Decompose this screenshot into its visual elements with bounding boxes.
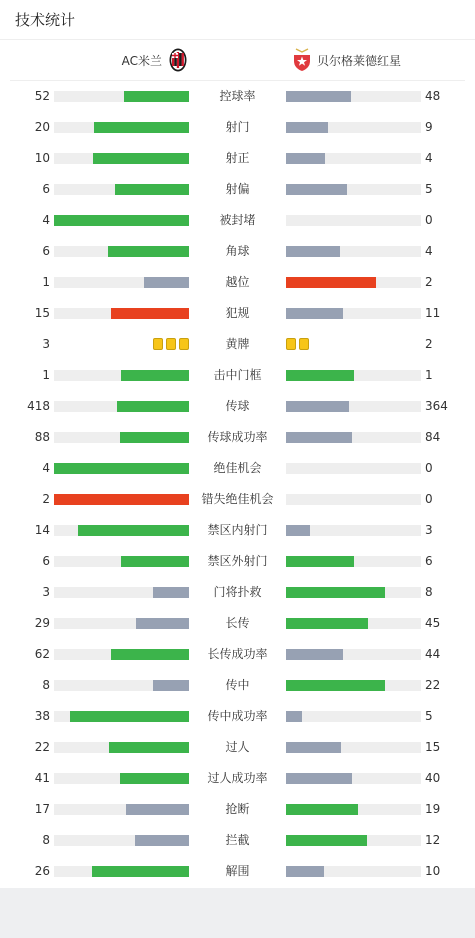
away-stat-bar-track: [286, 866, 421, 877]
away-stat-bar-fill: [286, 153, 325, 164]
home-stat-bar-track: [54, 308, 189, 319]
home-stat-value: 29: [34, 616, 50, 630]
away-stat-bar-track: [286, 463, 421, 474]
away-stat-bar-fill: [286, 711, 302, 722]
home-stat-value: 15: [34, 306, 50, 320]
home-stat-bar-fill: [111, 649, 189, 660]
home-stat-bar-track: [54, 804, 189, 815]
home-stat-bar-track: [54, 556, 189, 567]
away-stat-value: 2: [425, 275, 433, 289]
stat-row: [0, 608, 475, 639]
yellow-card-icon: [286, 338, 296, 350]
away-stat-bar-track: [286, 587, 421, 598]
away-stat-bar-fill: [286, 401, 349, 412]
stat-label: 错失绝佳机会: [201, 492, 274, 506]
home-stat-bar-fill: [54, 494, 189, 505]
away-stat-value: 364: [425, 399, 448, 413]
stat-row: [0, 174, 475, 205]
away-stat-value: 5: [425, 182, 433, 196]
page-title: 技术统计: [15, 11, 76, 29]
stat-row: [0, 670, 475, 701]
home-stat-bar-fill: [94, 122, 189, 133]
stat-row: [0, 763, 475, 794]
home-stat-bar-track: [54, 494, 189, 505]
home-stat-value: 14: [34, 523, 50, 537]
stat-row: [0, 794, 475, 825]
home-stat-value: 3: [42, 585, 50, 599]
stat-label: 被封堵: [219, 213, 256, 227]
stat-label: 角球: [225, 244, 250, 258]
stat-label: 门将扑救: [213, 585, 262, 599]
home-stat-value: 8: [42, 678, 50, 692]
home-stat-value: 52: [34, 89, 50, 103]
home-stat-bar-fill: [153, 680, 189, 691]
stat-row: [0, 577, 475, 608]
home-stat-value: 2: [42, 492, 50, 506]
stat-row: [0, 639, 475, 670]
away-yellow-cards: [286, 337, 309, 351]
home-stat-bar-fill: [120, 773, 189, 784]
stat-row: [0, 298, 475, 329]
home-stat-bar-track: [54, 215, 189, 226]
away-stat-value: 84: [425, 430, 441, 444]
away-stat-value: 22: [425, 678, 441, 692]
away-stat-bar-track: [286, 277, 421, 288]
stat-label: 过人: [225, 740, 250, 754]
away-stat-bar-fill: [286, 587, 385, 598]
away-stat-bar-track: [286, 680, 421, 691]
home-stat-value: 41: [34, 771, 50, 785]
away-stat-bar-track: [286, 742, 421, 753]
yellow-card-icon: [166, 338, 176, 350]
stat-label: 黄牌: [225, 337, 250, 351]
stat-row: [0, 236, 475, 267]
stat-row: [0, 329, 475, 360]
teams-bar: [10, 40, 465, 81]
home-stat-bar-track: [54, 711, 189, 722]
away-stat-bar-track: [286, 370, 421, 381]
stat-row: [0, 546, 475, 577]
home-stat-value: 38: [34, 709, 50, 723]
home-stat-value: 8: [42, 833, 50, 847]
stats-list: [0, 81, 475, 887]
home-stat-bar-track: [54, 835, 189, 846]
away-stat-value: 1: [425, 368, 433, 382]
away-stat-bar-fill: [286, 649, 343, 660]
away-stat-bar-fill: [286, 556, 354, 567]
stat-row: [0, 81, 475, 112]
home-yellow-cards: [153, 337, 189, 351]
home-stat-bar-track: [54, 122, 189, 133]
stat-row: [0, 422, 475, 453]
away-stat-value: 3: [425, 523, 433, 537]
home-stat-bar-track: [54, 866, 189, 877]
away-stat-bar-fill: [286, 184, 347, 195]
home-stat-bar-fill: [126, 804, 189, 815]
home-stat-bar-fill: [124, 91, 189, 102]
away-stat-bar-track: [286, 649, 421, 660]
stat-label: 射偏: [225, 182, 250, 196]
stat-row: [0, 515, 475, 546]
stat-row: [0, 453, 475, 484]
yellow-card-icon: [153, 338, 163, 350]
home-team-name: AC米兰: [121, 53, 162, 68]
stat-row: [0, 484, 475, 515]
stat-label: 过人成功率: [207, 771, 268, 785]
home-stat-bar-fill: [78, 525, 189, 536]
home-stat-value: 26: [34, 864, 50, 878]
home-stat-value: 62: [34, 647, 50, 661]
home-stat-value: 22: [34, 740, 50, 754]
home-stat-bar-track: [54, 91, 189, 102]
home-stat-bar-fill: [153, 587, 189, 598]
stat-row: [0, 112, 475, 143]
home-stat-bar-track: [54, 246, 189, 257]
stat-label: 绝佳机会: [213, 461, 262, 475]
home-stat-bar-fill: [54, 463, 189, 474]
home-stat-bar-track: [54, 773, 189, 784]
away-stat-value: 4: [425, 244, 433, 258]
away-stat-bar-fill: [286, 742, 341, 753]
stat-label: 传球成功率: [207, 430, 268, 444]
away-stat-bar-track: [286, 401, 421, 412]
away-stat-value: 0: [425, 492, 433, 506]
home-stat-value: 20: [34, 120, 50, 134]
stat-label: 拦截: [225, 833, 250, 847]
home-stat-bar-fill: [135, 835, 189, 846]
stat-label: 抢断: [225, 802, 250, 816]
stat-row: [0, 205, 475, 236]
away-stat-bar-track: [286, 525, 421, 536]
away-stat-bar-track: [286, 556, 421, 567]
away-stat-bar-fill: [286, 618, 368, 629]
stat-label: 射正: [225, 151, 250, 165]
home-stat-bar-track: [54, 525, 189, 536]
stat-row: [0, 701, 475, 732]
home-stat-bar-fill: [108, 246, 189, 257]
away-stat-bar-track: [286, 432, 421, 443]
home-stat-bar-track: [54, 432, 189, 443]
away-stat-value: 48: [425, 89, 441, 103]
home-stat-bar-track: [54, 618, 189, 629]
away-stat-value: 8: [425, 585, 433, 599]
home-stat-bar-fill: [120, 432, 189, 443]
stat-row: [0, 732, 475, 763]
home-stat-bar-track: [54, 649, 189, 660]
home-stat-bar-fill: [54, 215, 189, 226]
home-stat-value: 10: [34, 151, 50, 165]
stat-label: 传中: [225, 678, 250, 692]
home-stat-value: 4: [42, 213, 50, 227]
home-stat-value: 6: [42, 554, 50, 568]
home-stat-bar-fill: [111, 308, 189, 319]
stat-row: [0, 360, 475, 391]
away-stat-value: 6: [425, 554, 433, 568]
home-stat-bar-track: [54, 184, 189, 195]
stat-label: 控球率: [219, 89, 256, 103]
away-stat-bar-fill: [286, 308, 343, 319]
stat-label: 解围: [225, 864, 250, 878]
away-team-name: 贝尔格莱德红星: [317, 53, 402, 68]
home-stat-value: 4: [42, 461, 50, 475]
ac-milan-crest-icon: [169, 48, 187, 72]
stat-label: 击中门框: [213, 368, 262, 382]
home-stat-value: 88: [34, 430, 50, 444]
away-stat-bar-track: [286, 122, 421, 133]
away-stat-bar-track: [286, 804, 421, 815]
home-stat-bar-track: [54, 587, 189, 598]
away-stat-bar-fill: [286, 525, 310, 536]
away-stat-bar-track: [286, 215, 421, 226]
away-stat-value: 0: [425, 213, 433, 227]
away-stat-bar-fill: [286, 835, 367, 846]
stat-label: 犯规: [225, 306, 250, 320]
stat-row: [0, 856, 475, 887]
away-stat-bar-fill: [286, 91, 351, 102]
stat-label: 越位: [225, 275, 250, 289]
stat-label: 长传: [225, 616, 250, 630]
stat-row: [0, 391, 475, 422]
home-stat-bar-track: [54, 370, 189, 381]
home-stat-bar-track: [54, 742, 189, 753]
away-stat-bar-track: [286, 618, 421, 629]
stat-row: [0, 143, 475, 174]
away-stat-value: 5: [425, 709, 433, 723]
away-stat-bar-fill: [286, 122, 328, 133]
away-stat-bar-fill: [286, 680, 385, 691]
away-stat-bar-fill: [286, 277, 376, 288]
away-stat-value: 9: [425, 120, 433, 134]
home-stat-value: 17: [34, 802, 50, 816]
yellow-card-icon: [299, 338, 309, 350]
home-stat-bar-fill: [70, 711, 189, 722]
stat-row: [0, 825, 475, 856]
yellow-card-icon: [179, 338, 189, 350]
away-stat-bar-fill: [286, 804, 358, 815]
away-stat-value: 45: [425, 616, 441, 630]
home-stat-value: 1: [42, 275, 50, 289]
away-stat-bar-fill: [286, 246, 340, 257]
stat-label: 射门: [225, 120, 250, 134]
away-stat-bar-fill: [286, 866, 324, 877]
away-stat-bar-track: [286, 246, 421, 257]
away-stat-bar-track: [286, 184, 421, 195]
home-stat-value: 418: [27, 399, 50, 413]
away-stat-value: 2: [425, 337, 433, 351]
away-stat-bar-track: [286, 153, 421, 164]
away-stat-value: 15: [425, 740, 441, 754]
home-stat-bar-fill: [93, 153, 189, 164]
away-stat-bar-fill: [286, 773, 352, 784]
away-stat-bar-track: [286, 773, 421, 784]
home-team[interactable]: [122, 40, 187, 80]
away-stat-value: 0: [425, 461, 433, 475]
home-stat-value: 6: [42, 244, 50, 258]
away-stat-bar-track: [286, 835, 421, 846]
stats-header: [0, 0, 475, 40]
stat-label: 传中成功率: [207, 709, 268, 723]
away-stat-bar-fill: [286, 432, 352, 443]
home-stat-bar-fill: [92, 866, 189, 877]
away-stat-bar-fill: [286, 370, 354, 381]
away-stat-value: 10: [425, 864, 441, 878]
home-stat-bar-track: [54, 153, 189, 164]
away-stat-bar-track: [286, 494, 421, 505]
away-team[interactable]: [293, 40, 401, 80]
home-stat-bar-fill: [136, 618, 189, 629]
away-stat-value: 40: [425, 771, 441, 785]
away-stat-value: 44: [425, 647, 441, 661]
red-star-belgrade-crest-icon: [293, 48, 311, 72]
away-stat-value: 4: [425, 151, 433, 165]
home-stat-bar-track: [54, 277, 189, 288]
stat-label: 禁区内射门: [207, 523, 268, 537]
away-stat-value: 11: [425, 306, 441, 320]
stat-label: 传球: [225, 399, 250, 413]
stat-row: [0, 267, 475, 298]
home-stat-value: 1: [42, 368, 50, 382]
home-stat-value: 6: [42, 182, 50, 196]
home-stat-bar-fill: [115, 184, 189, 195]
home-stat-bar-fill: [117, 401, 189, 412]
stat-label: 长传成功率: [207, 647, 268, 661]
home-stat-bar-track: [54, 463, 189, 474]
home-stat-bar-track: [54, 680, 189, 691]
away-stat-value: 19: [425, 802, 441, 816]
away-stat-value: 12: [425, 833, 441, 847]
away-stat-bar-track: [286, 91, 421, 102]
home-stat-bar-fill: [121, 370, 189, 381]
away-stat-bar-track: [286, 308, 421, 319]
stat-label: 禁区外射门: [207, 554, 268, 568]
home-stat-bar-fill: [121, 556, 189, 567]
home-stat-bar-track: [54, 401, 189, 412]
home-stat-bar-fill: [109, 742, 189, 753]
away-stat-bar-track: [286, 711, 421, 722]
home-stat-value: 3: [42, 337, 50, 351]
home-stat-bar-fill: [144, 277, 189, 288]
